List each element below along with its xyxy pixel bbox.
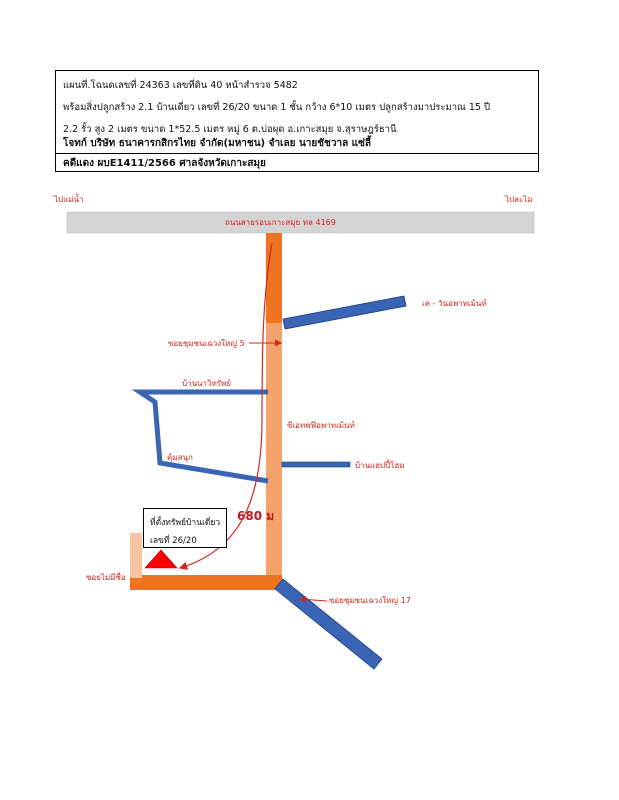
ban-nawin-outline bbox=[140, 392, 268, 481]
soi-17-road bbox=[275, 579, 382, 669]
property-number-label: เลขที่ 26/20 bbox=[150, 536, 197, 546]
ban-nawin-label: บ้านนาวิทรัพย์ bbox=[182, 379, 232, 388]
soi-5-label: ซอยชุมชนเฉวงใหญ่ 5 bbox=[168, 339, 245, 348]
main-road-label: ถนนสายรอบเกาะสมุย ทล 4169 bbox=[225, 218, 336, 227]
case-number-line: คดีแดง ผบE1411/2566 ศาลจังหวัดเกาะสมุย bbox=[63, 158, 266, 169]
direction-right-label: ไปละไม bbox=[505, 195, 533, 204]
ban-happy-label: บ้านแฮปปี้โฮม bbox=[355, 461, 405, 470]
ke-apartment-bar bbox=[283, 296, 406, 329]
building-info-line: พร้อมสิ่งปลูกสร้าง 2.1 บ้านเดี่ยว เลขที่ 26/20 ขนาด 1 ชั้น กว้าง 6*10 เมตร ปลูกสร้างมาประมาณ 15 ปี bbox=[63, 102, 491, 113]
property-type-label: ที่ตั้งทรัพย์บ้านเดี่ยว bbox=[150, 518, 221, 528]
parties-info-line: โจทก์ บริษัท ธนาคารกสิกรไทย จำกัด(มหาชน) จำเลย นายชัชวาล แซ่ลี้ bbox=[63, 138, 372, 149]
cm-apartment-label: ซีเอทพฟีอพาทเม้นท์ bbox=[287, 421, 355, 430]
ke-apartment-label: เค - วันอพาทเม้นท์ bbox=[422, 299, 487, 308]
soi-5-lower bbox=[266, 323, 282, 578]
unnamed-soi-stub bbox=[130, 533, 142, 578]
bottom-road bbox=[130, 575, 282, 590]
unnamed-soi-label: ซอยไม่มีชื่อ bbox=[86, 573, 126, 582]
ban-happy-bar bbox=[282, 462, 350, 467]
fence-info-line: 2.2 รั้ว สูง 2 เมตร ขนาด 1*52.5 เมตร หมู่ 6 ต.บ่อผุด อ.เกาะสมุย จ.สุราษฎร์ธานี bbox=[63, 124, 397, 135]
distance-label: 680 ม bbox=[237, 509, 275, 523]
direction-left-label: ไปแม่น้ำ bbox=[54, 195, 84, 204]
tam-sanuk-label: คุ้มสนุก bbox=[167, 453, 193, 462]
property-callout bbox=[143, 508, 227, 548]
deed-info-line: แผนที่.โฉนดเลขที่ 24363 เลขที่ดิน 40 หน้าสำรวจ 5482 bbox=[63, 80, 298, 91]
soi-17-label: ซอยชุมชนเฉวงใหญ่ 17 bbox=[329, 596, 411, 605]
property-marker bbox=[145, 550, 177, 568]
soi-5-upper bbox=[266, 233, 282, 323]
